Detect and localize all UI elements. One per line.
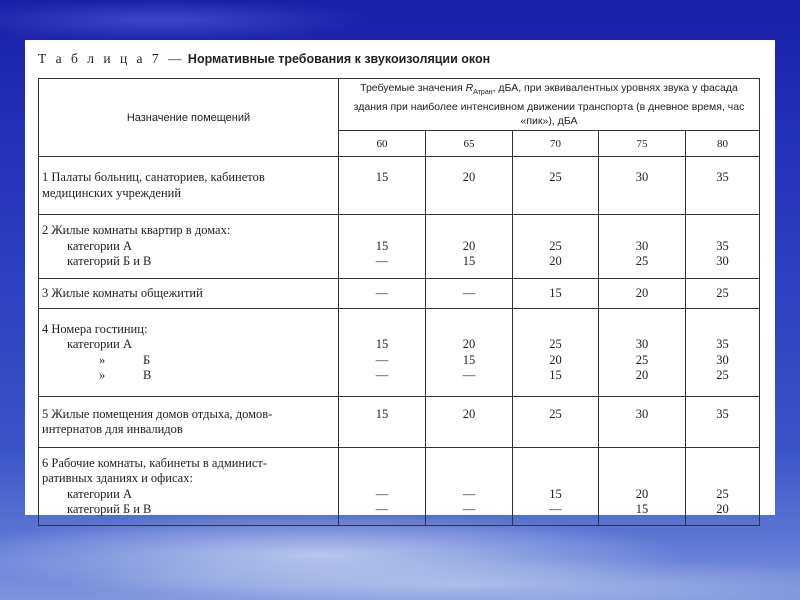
cell-value: 35 bbox=[686, 157, 760, 215]
cell-purpose bbox=[39, 279, 339, 309]
purpose-line: 1 Палаты больниц, санаториев, кабинетов bbox=[42, 170, 265, 185]
header-level-75: 75 bbox=[599, 131, 686, 157]
purpose-line: категории А bbox=[67, 337, 132, 352]
cell-value: 20 15 — bbox=[426, 309, 513, 397]
cell-value: 20 bbox=[599, 279, 686, 309]
purpose-line: медицинских учреждений bbox=[42, 185, 182, 200]
header-level-65: 65 bbox=[426, 131, 513, 157]
cell-value: 35 30 bbox=[686, 215, 760, 279]
cell-purpose bbox=[39, 215, 339, 279]
cell-value: 30 bbox=[599, 157, 686, 215]
caption-title: Нормативные требования к звукоизоляции окон bbox=[187, 52, 491, 66]
table-row bbox=[39, 279, 760, 309]
cell-value: 20 bbox=[426, 157, 513, 215]
table-row bbox=[39, 215, 760, 279]
cell-value: 30 25 bbox=[599, 215, 686, 279]
document-sheet bbox=[25, 40, 775, 515]
cell-value: 25 20 15 bbox=[513, 309, 599, 397]
cell-value: 25 bbox=[686, 279, 760, 309]
table-row bbox=[39, 448, 760, 526]
caption-label: Т а б л и ц а 7 — bbox=[38, 51, 185, 66]
cell-value: — — bbox=[339, 448, 426, 526]
cell-purpose bbox=[39, 397, 339, 448]
purpose-line: категорий Б и В bbox=[67, 254, 152, 269]
norm-table bbox=[38, 78, 760, 526]
cell-value: 15 — — bbox=[339, 309, 426, 397]
purpose-line: категории А bbox=[67, 486, 132, 501]
cell-value: 15 — bbox=[513, 448, 599, 526]
cell-value: 25 bbox=[513, 157, 599, 215]
table-row bbox=[39, 157, 760, 215]
cell-value: 25 bbox=[513, 397, 599, 448]
table-row bbox=[39, 397, 760, 448]
purpose-line: категории А bbox=[67, 238, 132, 253]
purpose-line: 4 Номера гостиниц: bbox=[42, 321, 148, 336]
cell-value: — bbox=[339, 279, 426, 309]
cell-value: 30 bbox=[599, 397, 686, 448]
cell-value: 20 15 bbox=[426, 215, 513, 279]
cell-value: 35 bbox=[686, 397, 760, 448]
cell-value: 35 30 25 bbox=[686, 309, 760, 397]
purpose-line: » Б bbox=[99, 352, 151, 367]
table-caption bbox=[38, 51, 490, 67]
cell-purpose bbox=[39, 309, 339, 397]
purpose-line: 5 Жилые помещения домов отдыха, домов- bbox=[42, 406, 273, 421]
purpose-line: 3 Жилые комнаты общежитий bbox=[42, 285, 203, 300]
header-purpose: Назначение помещений bbox=[39, 79, 339, 157]
cell-value: 25 20 bbox=[513, 215, 599, 279]
cell-value: 15 bbox=[339, 157, 426, 215]
purpose-line: 2 Жилые комнаты квартир в домах: bbox=[42, 223, 231, 238]
header-level-60: 60 bbox=[339, 131, 426, 157]
cell-value: 30 25 20 bbox=[599, 309, 686, 397]
table-row bbox=[39, 309, 760, 397]
cell-value: 15 bbox=[513, 279, 599, 309]
purpose-line: интернатов для инвалидов bbox=[42, 422, 183, 437]
header-level-80: 80 bbox=[686, 131, 760, 157]
cell-purpose bbox=[39, 157, 339, 215]
cell-value: 15 — bbox=[339, 215, 426, 279]
cell-value: 15 bbox=[339, 397, 426, 448]
cell-value: 20 bbox=[426, 397, 513, 448]
cell-purpose bbox=[39, 448, 339, 526]
header-required: Требуемые значения $R_{Атран}$, дБА, при эквивалентных уровнях звука у фасада здания при наиболее интенсивном движении транспорта (в дневное время, час «пик»), дБА bbox=[339, 79, 760, 131]
purpose-line: » В bbox=[99, 368, 152, 383]
cell-value: 20 15 bbox=[599, 448, 686, 526]
cell-value: — — bbox=[426, 448, 513, 526]
purpose-line: категорий Б и В bbox=[67, 502, 152, 517]
purpose-line: ративных зданиях и офисах: bbox=[42, 471, 193, 486]
cell-value: — bbox=[426, 279, 513, 309]
header-level-70: 70 bbox=[513, 131, 599, 157]
cell-value: 25 20 bbox=[686, 448, 760, 526]
purpose-line: 6 Рабочие комнаты, кабинеты в админист- bbox=[42, 455, 267, 470]
